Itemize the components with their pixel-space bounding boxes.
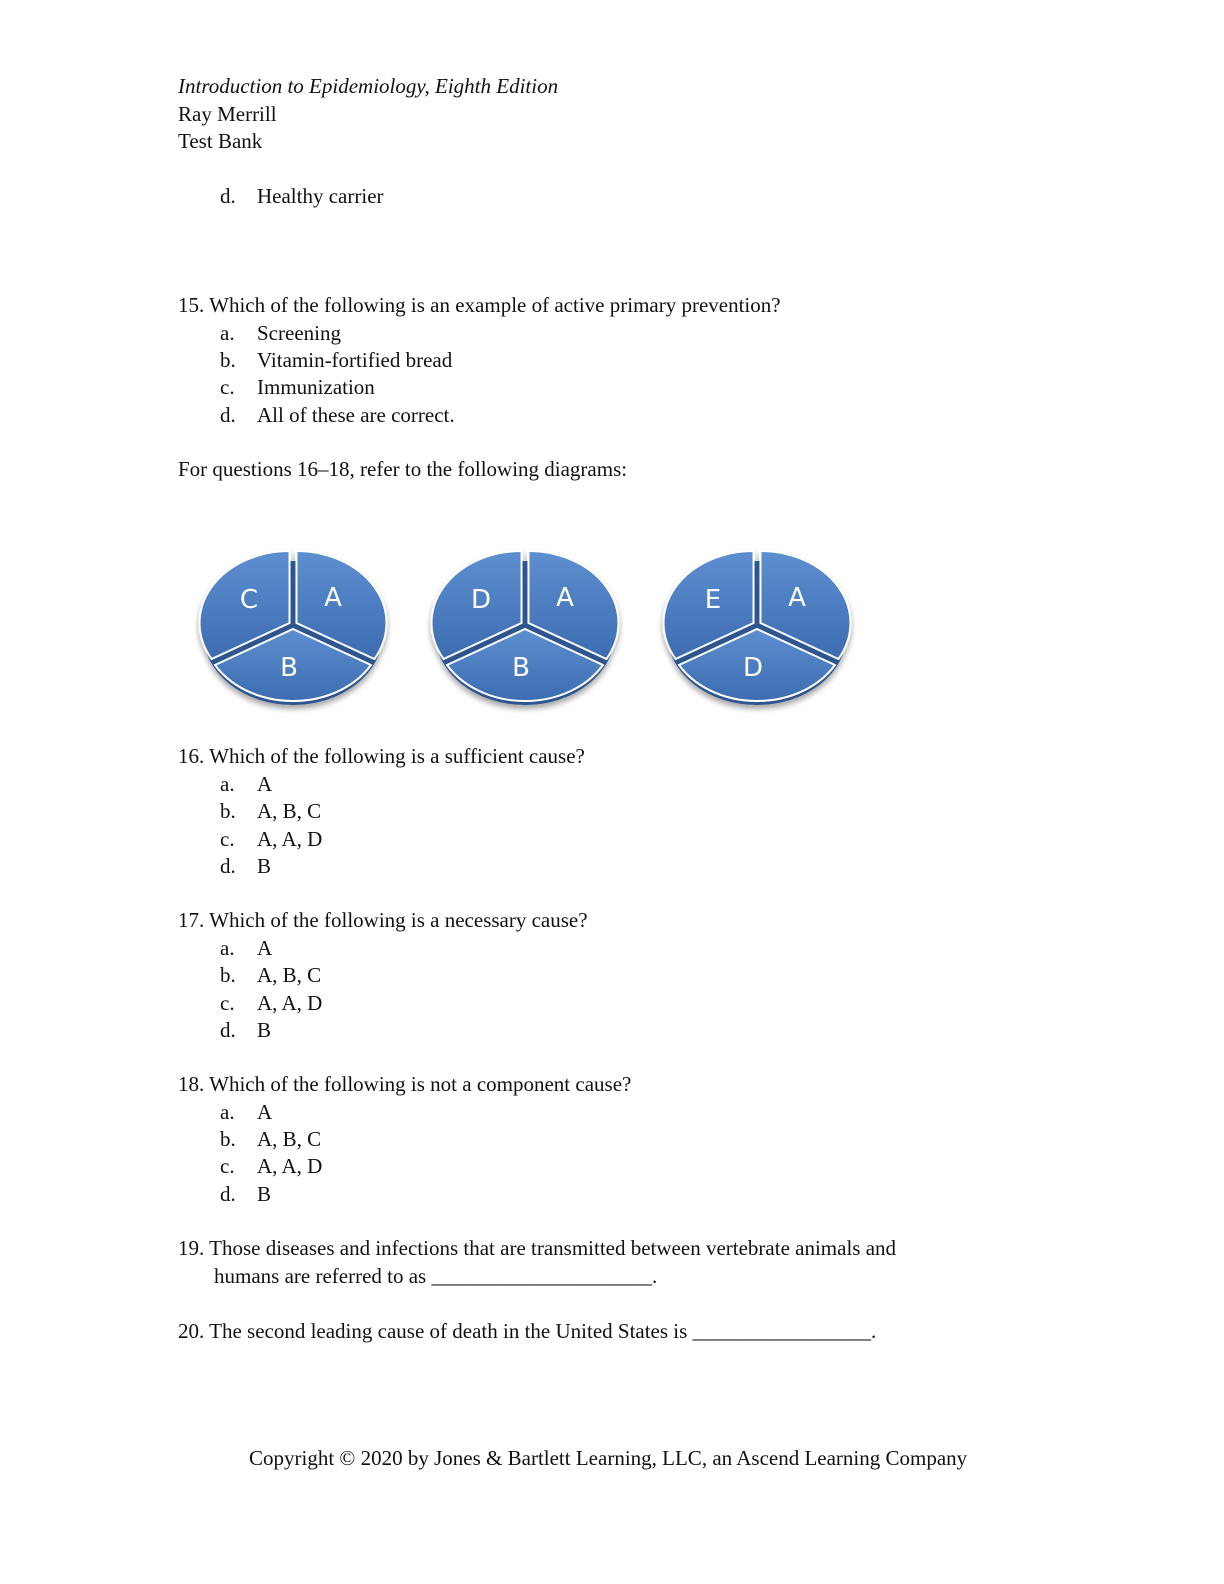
question-15-stem: 15. Which of the following is an example of active primary prevention?: [178, 293, 781, 317]
document-type: Test Bank: [178, 129, 263, 153]
pie-slice-label: B: [512, 653, 530, 683]
option-letter: a.: [220, 321, 235, 345]
option-letter: b.: [220, 799, 236, 823]
option-letter: d.: [220, 403, 236, 427]
question-20-stem: 20. The second leading cause of death in the United States is _________________.: [178, 1319, 877, 1343]
option-text: Vitamin-fortified bread: [257, 348, 453, 372]
option-text: A, B, C: [257, 799, 322, 823]
option-letter: b.: [220, 963, 236, 987]
causal-pie-diagrams: [195, 540, 865, 715]
question-19-line-2: humans are referred to as _____________________.: [214, 1264, 658, 1288]
option-text: Immunization: [257, 375, 375, 399]
option-text: A, A, D: [257, 827, 323, 851]
option-letter: c.: [220, 375, 235, 399]
pie-slice-label: C: [239, 585, 259, 615]
question-18-stem: 18. Which of the following is not a component cause?: [178, 1072, 632, 1096]
option-text: Screening: [257, 321, 341, 345]
option-letter: a.: [220, 772, 235, 796]
option-letter: c.: [220, 991, 235, 1015]
option-letter: c.: [220, 1154, 235, 1178]
diagram-intro: For questions 16–18, refer to the following diagrams:: [178, 457, 628, 481]
author-name: Ray Merrill: [178, 102, 277, 126]
option-text: A, B, C: [257, 1127, 322, 1151]
option-text: A: [257, 1100, 273, 1124]
option-letter: d.: [220, 184, 236, 208]
option-text: B: [257, 1018, 272, 1042]
option-letter: d.: [220, 1182, 236, 1206]
question-19-line-1: 19. Those diseases and infections that are transmitted between vertebrate animals and: [178, 1236, 897, 1260]
option-text: A, A, D: [257, 1154, 323, 1178]
pie-slice-label: D: [470, 585, 492, 615]
option-text: A, B, C: [257, 963, 322, 987]
option-letter: d.: [220, 1018, 236, 1042]
pie-slice-label: A: [324, 583, 342, 613]
pie-slice-label: E: [704, 585, 722, 615]
option-text: B: [257, 1182, 272, 1206]
copyright-footer: Copyright © 2020 by Jones & Bartlett Learning, LLC, an Ascend Learning Company: [249, 1446, 968, 1470]
option-letter: d.: [220, 854, 236, 878]
option-text: A: [257, 936, 273, 960]
pie-slice-label: B: [280, 653, 298, 683]
option-letter: a.: [220, 1100, 235, 1124]
option-letter: b.: [220, 348, 236, 372]
option-text: A: [257, 772, 273, 796]
option-letter: b.: [220, 1127, 236, 1151]
question-17-stem: 17. Which of the following is a necessary cause?: [178, 908, 588, 932]
question-16-stem: 16. Which of the following is a sufficient cause?: [178, 744, 585, 768]
pie-slice-label: A: [556, 583, 574, 613]
option-text: All of these are correct.: [257, 403, 455, 427]
pie-slice-label: A: [788, 583, 806, 613]
option-text: Healthy carrier: [257, 184, 384, 208]
book-title: Introduction to Epidemiology, Eighth Edition: [178, 74, 559, 98]
option-letter: a.: [220, 936, 235, 960]
option-letter: c.: [220, 827, 235, 851]
option-text: A, A, D: [257, 991, 323, 1015]
option-text: B: [257, 854, 272, 878]
pie-slice-label: D: [742, 653, 764, 683]
